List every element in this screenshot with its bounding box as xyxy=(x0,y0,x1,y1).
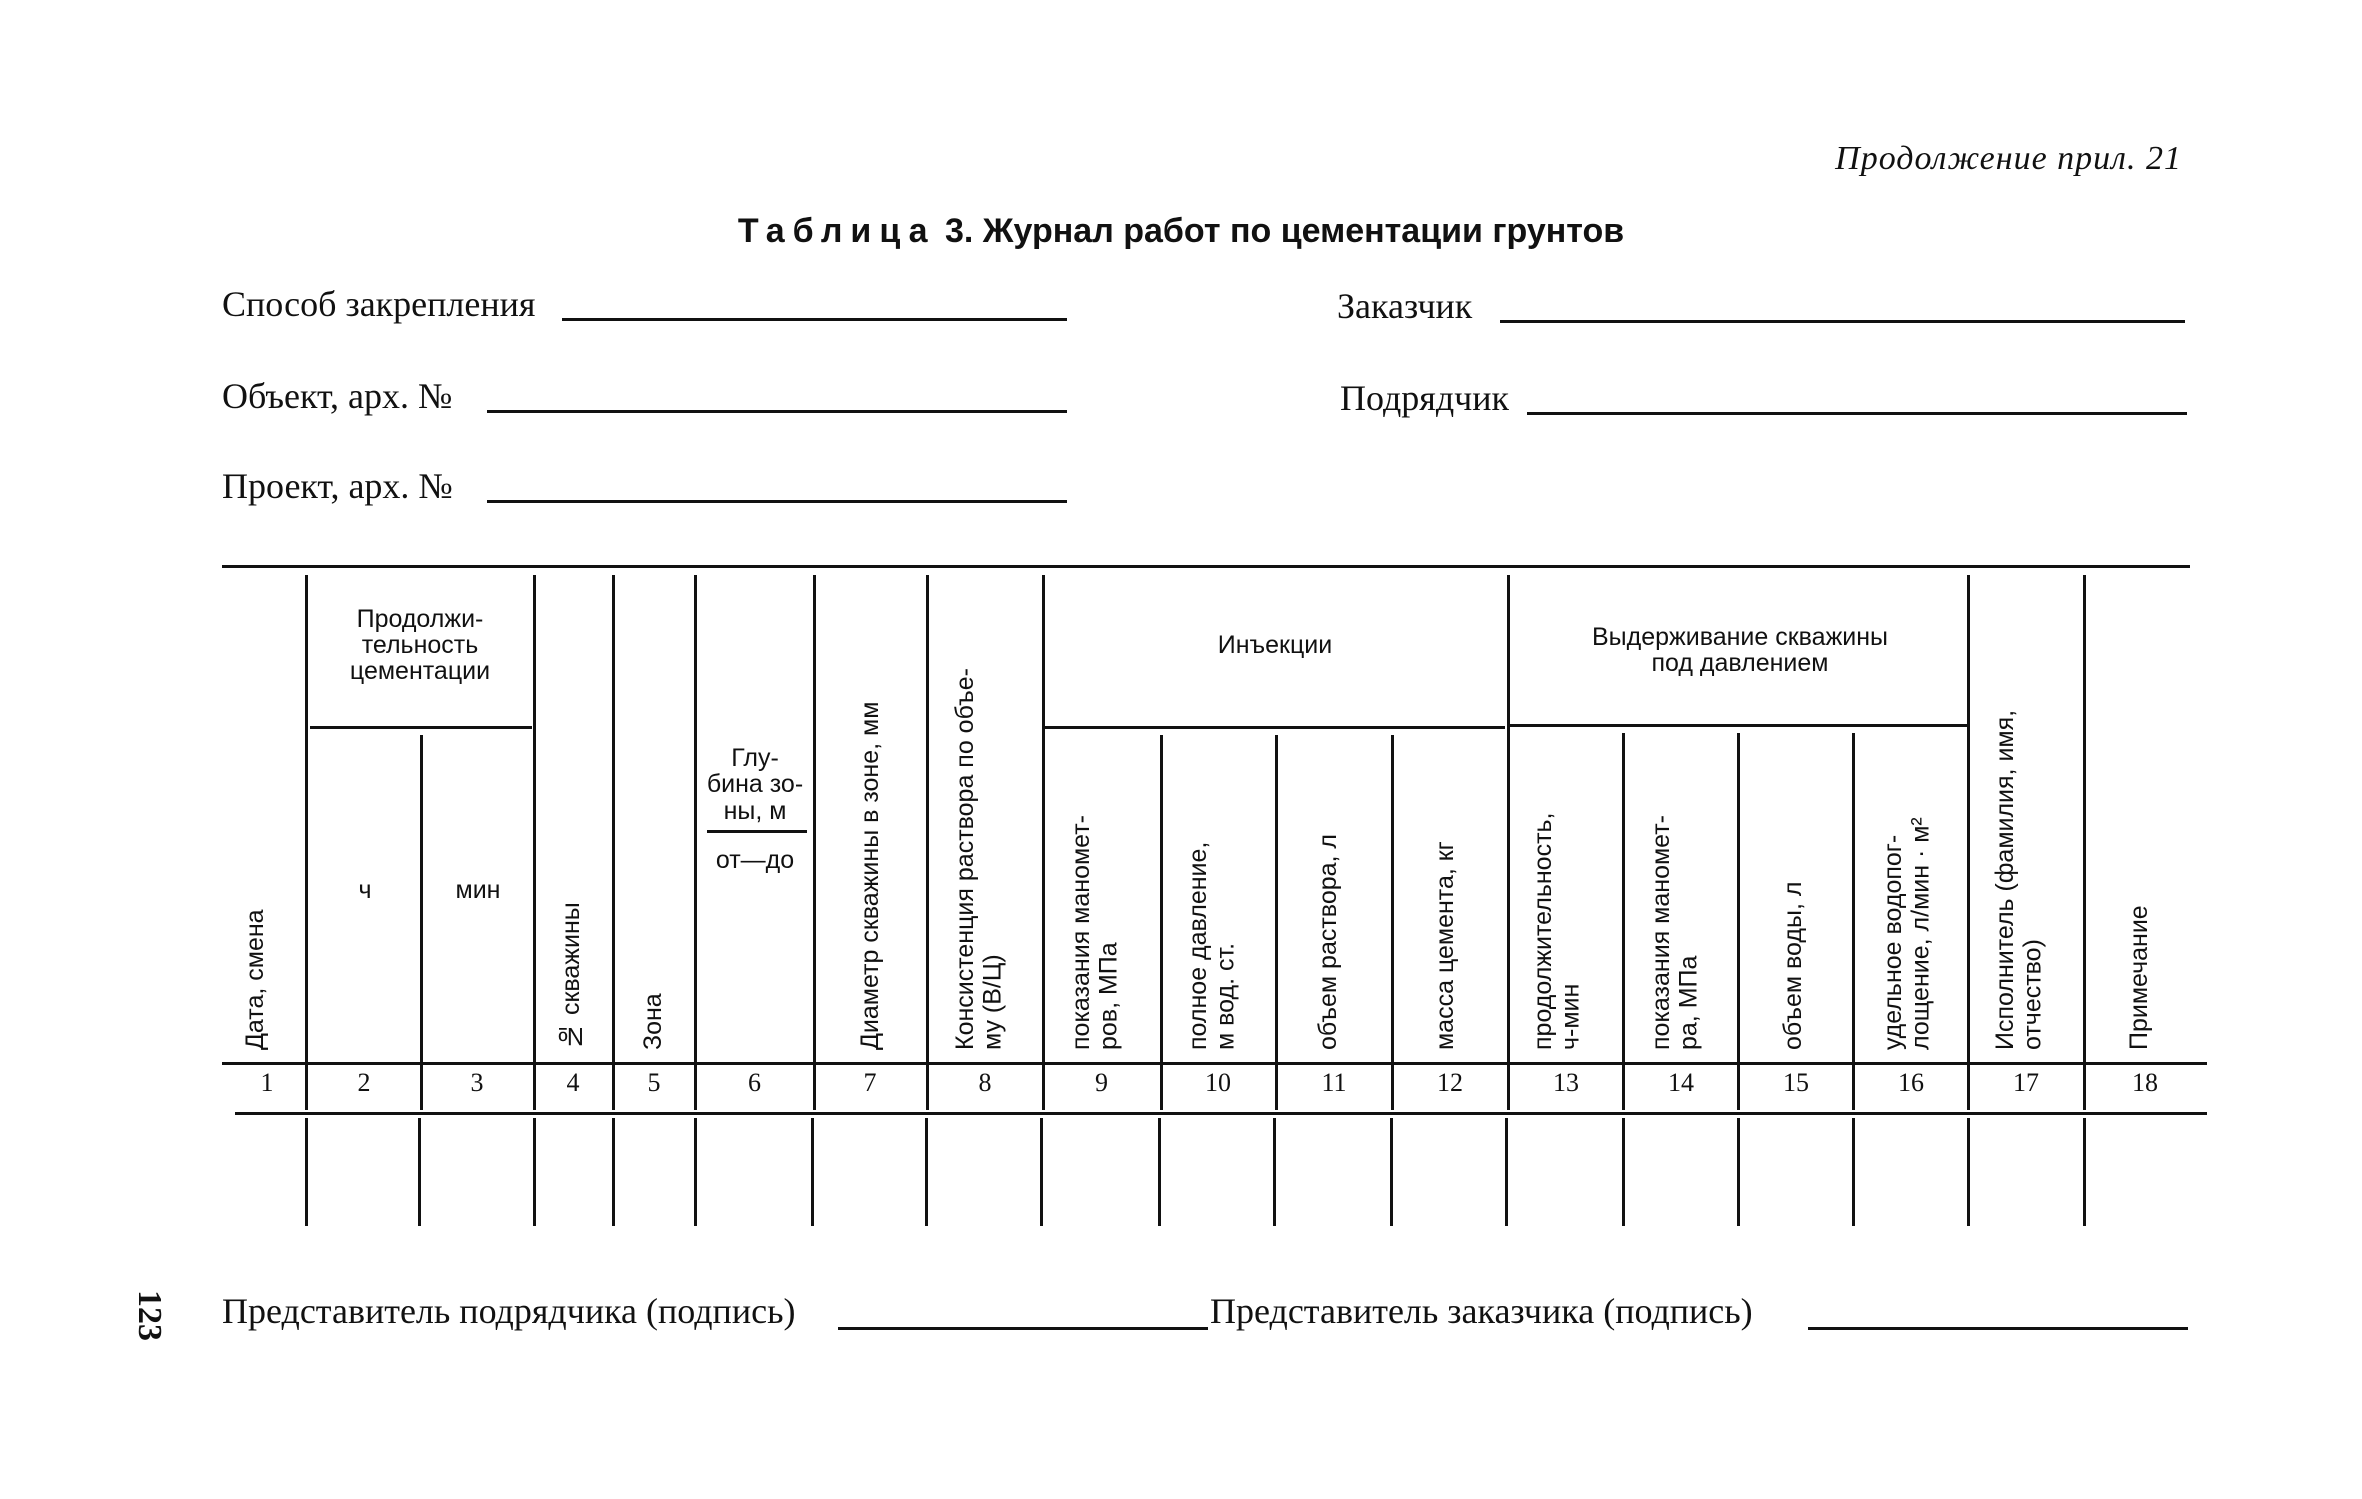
col-hold-manometer-header: показания маномет- ра, МПа xyxy=(1647,814,1703,1050)
vline-10 xyxy=(1275,735,1278,1110)
customer-signature-line[interactable] xyxy=(1808,1327,2188,1330)
vline-2 xyxy=(420,735,423,1110)
col-number: 16 xyxy=(1898,1068,1924,1097)
group-duration-header: Продолжи- тельность цементации xyxy=(349,604,491,686)
row-vline-11 xyxy=(1390,1118,1393,1226)
col-number: 18 xyxy=(2132,1068,2158,1097)
field-project-label: Проект, арх. № xyxy=(222,466,453,506)
vline-14 xyxy=(1737,733,1740,1110)
col-specific-absorption-header: удельное водопог- лощение, л/мин · м² xyxy=(1879,817,1935,1050)
row-vline-17 xyxy=(2083,1118,2086,1226)
row-vline-16 xyxy=(1967,1118,1970,1226)
row-vline-6 xyxy=(811,1118,814,1226)
col-depth-header: Глу- бина зо- ны, м xyxy=(706,744,804,825)
row-vline-14 xyxy=(1737,1118,1740,1226)
row-vline-12 xyxy=(1505,1118,1508,1226)
col-hold-duration-header: продолжительность, ч-мин xyxy=(1529,812,1585,1050)
depth-divider xyxy=(707,830,807,833)
page-number: 123 xyxy=(131,1290,168,1341)
col-number: 13 xyxy=(1553,1068,1579,1097)
col-cement-mass-header: масса цемента, кг xyxy=(1431,841,1459,1050)
vline-6 xyxy=(813,575,816,1110)
title-word: Таблица xyxy=(737,212,936,250)
field-project-line[interactable] xyxy=(487,500,1067,503)
row-vline-15 xyxy=(1852,1118,1855,1226)
col-water-volume-header: объем воды, л xyxy=(1779,881,1807,1050)
vline-7 xyxy=(926,575,929,1110)
col-number: 10 xyxy=(1205,1068,1231,1097)
col-number: 2 xyxy=(357,1068,371,1097)
col-number: 7 xyxy=(863,1068,877,1097)
row-vline-9 xyxy=(1158,1118,1161,1226)
field-object-label: Объект, арх. № xyxy=(222,376,453,416)
contractor-signature-line[interactable] xyxy=(838,1327,1208,1330)
col-number: 15 xyxy=(1783,1068,1809,1097)
col-number: 6 xyxy=(748,1068,761,1097)
numbers-bottom-border xyxy=(235,1112,2207,1115)
row-vline-8 xyxy=(1040,1118,1043,1226)
col-executor-header: Исполнитель (фамилия, имя, отчество) xyxy=(1991,709,2047,1050)
col-hours-header: ч xyxy=(358,875,372,904)
field-object-line[interactable] xyxy=(487,410,1067,413)
col-number: 5 xyxy=(647,1068,661,1097)
injection-group-divider xyxy=(1045,726,1505,729)
vline-13 xyxy=(1622,733,1625,1110)
col-consistency-header: Консистенция раствора по объе- му (В/Ц) xyxy=(951,668,1007,1050)
row-vline-13 xyxy=(1622,1118,1625,1226)
holding-group-divider xyxy=(1510,724,1970,727)
row-vline-1 xyxy=(305,1118,308,1226)
col-number: 4 xyxy=(566,1068,580,1097)
field-contractor-line[interactable] xyxy=(1527,412,2187,415)
col-number: 11 xyxy=(1321,1068,1347,1097)
title-rest: 3. Журнал работ по цементации грунтов xyxy=(945,212,1625,250)
vline-11 xyxy=(1391,735,1394,1110)
contractor-rep-label: Представитель подрядчика (подпись) xyxy=(222,1291,796,1331)
duration-group-divider xyxy=(310,726,532,729)
continuation-note: Продолжение прил. 21 xyxy=(1835,140,2182,177)
table-top-border xyxy=(222,565,2190,568)
col-volume-solution-header: объем раствора, л xyxy=(1314,833,1342,1050)
col-number: 17 xyxy=(2013,1068,2039,1097)
col-total-pressure-header: полное давление, м вод. ст. xyxy=(1184,841,1240,1050)
field-method-line[interactable] xyxy=(562,318,1067,321)
group-injection-header: Инъекции xyxy=(1217,630,1333,659)
col-date-header: Дата, смена xyxy=(241,909,269,1050)
col-number: 14 xyxy=(1668,1068,1694,1097)
row-vline-7 xyxy=(925,1118,928,1226)
field-contractor-label: Подрядчик xyxy=(1340,378,1510,418)
field-customer-label: Заказчик xyxy=(1337,286,1473,326)
vline-17 xyxy=(2083,575,2086,1110)
col-number: 8 xyxy=(978,1068,992,1097)
field-customer-line[interactable] xyxy=(1500,320,2185,323)
row-vline-3 xyxy=(533,1118,536,1226)
col-zone-header: Зона xyxy=(639,993,667,1050)
vline-9 xyxy=(1160,735,1163,1110)
field-method-label: Способ закрепления xyxy=(222,284,536,324)
row-vline-5 xyxy=(694,1118,697,1226)
vline-1 xyxy=(305,575,308,1110)
row-vline-10 xyxy=(1273,1118,1276,1226)
col-well-header: № скважины xyxy=(557,902,585,1050)
col-note-header: Примечание xyxy=(2125,905,2153,1050)
col-depth-range: от—до xyxy=(715,845,795,874)
col-manometer-header: показания маномет- ров, МПа xyxy=(1067,814,1123,1050)
header-bottom-border xyxy=(222,1062,2207,1065)
group-holding-header: Выдерживание скважины под давлением xyxy=(1591,622,1889,677)
col-number: 9 xyxy=(1095,1068,1108,1097)
vline-3 xyxy=(533,575,536,1110)
col-number: 3 xyxy=(470,1068,484,1097)
col-minutes-header: мин xyxy=(455,875,501,904)
vline-15 xyxy=(1852,733,1855,1110)
col-number: 1 xyxy=(260,1068,274,1097)
row-vline-4 xyxy=(612,1118,615,1226)
table-title xyxy=(0,212,2362,251)
vline-4 xyxy=(612,575,615,1110)
row-vline-2 xyxy=(418,1118,421,1226)
customer-rep-label: Представитель заказчика (подпись) xyxy=(1210,1291,1753,1331)
col-number: 12 xyxy=(1437,1068,1463,1097)
col-diameter-header: Диаметр скважины в зоне, мм xyxy=(856,701,884,1050)
